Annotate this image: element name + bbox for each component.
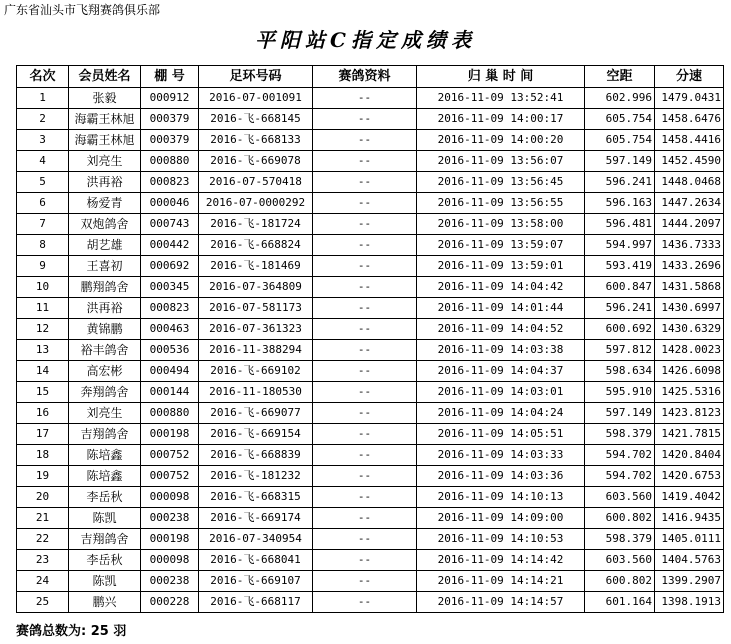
info-cell: -- [313, 529, 417, 550]
member-cell: 鹏翔鸽舍 [69, 277, 141, 298]
member-cell: 李岳秋 [69, 487, 141, 508]
distance-cell: 596.481 [585, 214, 655, 235]
distance-cell: 605.754 [585, 109, 655, 130]
info-cell: -- [313, 466, 417, 487]
distance-cell: 598.379 [585, 424, 655, 445]
table-row [17, 109, 724, 130]
arrival-cell: 2016-11-09 14:03:01 [417, 382, 585, 403]
member-cell: 陈凯 [69, 508, 141, 529]
table-row [17, 403, 724, 424]
speed-cell: 1479.0431 [655, 88, 724, 109]
speed-cell: 1419.4042 [655, 487, 724, 508]
distance-cell: 596.241 [585, 298, 655, 319]
member-cell: 胡艺雄 [69, 235, 141, 256]
loft-cell: 000345 [141, 277, 199, 298]
loft-cell: 000823 [141, 298, 199, 319]
rank-cell: 23 [17, 550, 69, 571]
arrival-cell: 2016-11-09 14:03:33 [417, 445, 585, 466]
ring-cell: 2016-飞-668041 [199, 550, 313, 571]
col-loft-header: 棚 号 [141, 66, 199, 88]
rank-cell: 7 [17, 214, 69, 235]
total-count: 赛鸽总数为: 25 羽 [16, 624, 127, 639]
speed-cell: 1428.0023 [655, 340, 724, 361]
member-cell: 裕丰鸽舍 [69, 340, 141, 361]
rank-cell: 1 [17, 88, 69, 109]
info-cell: -- [313, 382, 417, 403]
loft-cell: 000379 [141, 130, 199, 151]
arrival-cell: 2016-11-09 14:03:38 [417, 340, 585, 361]
rank-cell: 22 [17, 529, 69, 550]
table-row [17, 235, 724, 256]
arrival-cell: 2016-11-09 14:04:42 [417, 277, 585, 298]
speed-cell: 1416.9435 [655, 508, 724, 529]
info-cell: -- [313, 361, 417, 382]
table-row [17, 298, 724, 319]
speed-cell: 1448.0468 [655, 172, 724, 193]
member-cell: 吉翔鸽舍 [69, 424, 141, 445]
arrival-cell: 2016-11-09 13:52:41 [417, 88, 585, 109]
arrival-cell: 2016-11-09 14:04:52 [417, 319, 585, 340]
arrival-cell: 2016-11-09 13:59:01 [417, 256, 585, 277]
rank-cell: 8 [17, 235, 69, 256]
arrival-cell: 2016-11-09 14:01:44 [417, 298, 585, 319]
table-row [17, 592, 724, 613]
distance-cell: 594.702 [585, 445, 655, 466]
loft-cell: 000228 [141, 592, 199, 613]
rank-cell: 10 [17, 277, 69, 298]
loft-cell: 000198 [141, 424, 199, 445]
arrival-cell: 2016-11-09 14:10:13 [417, 487, 585, 508]
member-cell: 海霸王林旭 [69, 109, 141, 130]
rank-cell: 17 [17, 424, 69, 445]
rank-cell: 9 [17, 256, 69, 277]
speed-cell: 1433.2696 [655, 256, 724, 277]
distance-cell: 597.149 [585, 403, 655, 424]
info-cell: -- [313, 109, 417, 130]
arrival-cell: 2016-11-09 14:14:42 [417, 550, 585, 571]
ring-cell: 2016-飞-668117 [199, 592, 313, 613]
col-arrival-header: 归 巢 时 间 [417, 66, 585, 88]
member-cell: 刘亮生 [69, 403, 141, 424]
member-cell: 洪再裕 [69, 298, 141, 319]
table-row [17, 340, 724, 361]
distance-cell: 598.379 [585, 529, 655, 550]
member-cell: 李岳秋 [69, 550, 141, 571]
table-row [17, 88, 724, 109]
speed-cell: 1421.7815 [655, 424, 724, 445]
arrival-cell: 2016-11-09 13:58:00 [417, 214, 585, 235]
speed-cell: 1436.7333 [655, 235, 724, 256]
distance-cell: 602.996 [585, 88, 655, 109]
loft-cell: 000692 [141, 256, 199, 277]
ring-cell: 2016-11-180530 [199, 382, 313, 403]
table-row [17, 256, 724, 277]
member-cell: 鹏兴 [69, 592, 141, 613]
ring-cell: 2016-飞-668133 [199, 130, 313, 151]
speed-cell: 1458.4416 [655, 130, 724, 151]
info-cell: -- [313, 88, 417, 109]
speed-cell: 1425.5316 [655, 382, 724, 403]
info-cell: -- [313, 592, 417, 613]
distance-cell: 595.910 [585, 382, 655, 403]
member-cell: 陈凯 [69, 571, 141, 592]
member-cell: 王喜初 [69, 256, 141, 277]
ring-cell: 2016-飞-669102 [199, 361, 313, 382]
table-row [17, 487, 724, 508]
ring-cell: 2016-飞-669174 [199, 508, 313, 529]
speed-cell: 1452.4590 [655, 151, 724, 172]
table-row [17, 361, 724, 382]
member-cell: 吉翔鸽舍 [69, 529, 141, 550]
info-cell: -- [313, 508, 417, 529]
loft-cell: 000238 [141, 508, 199, 529]
arrival-cell: 2016-11-09 14:14:21 [417, 571, 585, 592]
info-cell: -- [313, 235, 417, 256]
loft-cell: 000144 [141, 382, 199, 403]
rank-cell: 2 [17, 109, 69, 130]
table-row [17, 466, 724, 487]
distance-cell: 601.164 [585, 592, 655, 613]
arrival-cell: 2016-11-09 13:56:45 [417, 172, 585, 193]
table-row [17, 319, 724, 340]
loft-cell: 000379 [141, 109, 199, 130]
table-row [17, 424, 724, 445]
table-row [17, 193, 724, 214]
rank-cell: 20 [17, 487, 69, 508]
arrival-cell: 2016-11-09 13:59:07 [417, 235, 585, 256]
distance-cell: 597.812 [585, 340, 655, 361]
loft-cell: 000880 [141, 403, 199, 424]
rank-cell: 25 [17, 592, 69, 613]
ring-cell: 2016-飞-668824 [199, 235, 313, 256]
table-row [17, 277, 724, 298]
rank-cell: 19 [17, 466, 69, 487]
loft-cell: 000494 [141, 361, 199, 382]
info-cell: -- [313, 298, 417, 319]
rank-cell: 24 [17, 571, 69, 592]
distance-cell: 600.847 [585, 277, 655, 298]
rank-cell: 4 [17, 151, 69, 172]
info-cell: -- [313, 151, 417, 172]
rank-cell: 3 [17, 130, 69, 151]
arrival-cell: 2016-11-09 14:00:17 [417, 109, 585, 130]
table-row [17, 508, 724, 529]
info-cell: -- [313, 172, 417, 193]
ring-cell: 2016-07-364809 [199, 277, 313, 298]
distance-cell: 594.997 [585, 235, 655, 256]
rank-cell: 14 [17, 361, 69, 382]
speed-cell: 1420.6753 [655, 466, 724, 487]
arrival-cell: 2016-11-09 14:05:51 [417, 424, 585, 445]
distance-cell: 597.149 [585, 151, 655, 172]
arrival-cell: 2016-11-09 13:56:55 [417, 193, 585, 214]
member-cell: 洪再裕 [69, 172, 141, 193]
ring-cell: 2016-飞-668145 [199, 109, 313, 130]
arrival-cell: 2016-11-09 14:10:53 [417, 529, 585, 550]
header-row [17, 66, 724, 88]
results-table [16, 65, 724, 613]
info-cell: -- [313, 277, 417, 298]
club-name: 广东省汕头市飞翔赛鸽俱乐部 [4, 3, 161, 17]
info-cell: -- [313, 214, 417, 235]
rank-cell: 5 [17, 172, 69, 193]
info-cell: -- [313, 571, 417, 592]
ring-cell: 2016-07-361323 [199, 319, 313, 340]
table-row [17, 382, 724, 403]
speed-cell: 1420.8404 [655, 445, 724, 466]
table-row [17, 172, 724, 193]
rank-cell: 11 [17, 298, 69, 319]
speed-cell: 1430.6329 [655, 319, 724, 340]
info-cell: -- [313, 319, 417, 340]
table-row [17, 445, 724, 466]
speed-cell: 1431.5868 [655, 277, 724, 298]
rank-cell: 13 [17, 340, 69, 361]
ring-cell: 2016-07-0000292 [199, 193, 313, 214]
rank-cell: 21 [17, 508, 69, 529]
member-cell: 双炮鸽舍 [69, 214, 141, 235]
arrival-cell: 2016-11-09 14:00:20 [417, 130, 585, 151]
distance-cell: 605.754 [585, 130, 655, 151]
loft-cell: 000743 [141, 214, 199, 235]
speed-cell: 1399.2907 [655, 571, 724, 592]
loft-cell: 000463 [141, 319, 199, 340]
info-cell: -- [313, 130, 417, 151]
ring-cell: 2016-飞-669077 [199, 403, 313, 424]
info-cell: -- [313, 550, 417, 571]
member-cell: 张毅 [69, 88, 141, 109]
col-member-header: 会员姓名 [69, 66, 141, 88]
arrival-cell: 2016-11-09 14:04:24 [417, 403, 585, 424]
ring-cell: 2016-飞-668839 [199, 445, 313, 466]
table-row [17, 571, 724, 592]
loft-cell: 000536 [141, 340, 199, 361]
speed-cell: 1430.6997 [655, 298, 724, 319]
rank-cell: 12 [17, 319, 69, 340]
table-row [17, 529, 724, 550]
ring-cell: 2016-飞-669154 [199, 424, 313, 445]
arrival-cell: 2016-11-09 14:09:00 [417, 508, 585, 529]
arrival-cell: 2016-11-09 14:03:36 [417, 466, 585, 487]
info-cell: -- [313, 403, 417, 424]
loft-cell: 000752 [141, 466, 199, 487]
col-ring-header: 足环号码 [199, 66, 313, 88]
table-row [17, 214, 724, 235]
ring-cell: 2016-飞-668315 [199, 487, 313, 508]
info-cell: -- [313, 193, 417, 214]
loft-cell: 000098 [141, 550, 199, 571]
member-cell: 黄锦鹏 [69, 319, 141, 340]
rank-cell: 15 [17, 382, 69, 403]
rank-cell: 18 [17, 445, 69, 466]
ring-cell: 2016-飞-669107 [199, 571, 313, 592]
ring-cell: 2016-飞-181232 [199, 466, 313, 487]
member-cell: 陈培鑫 [69, 466, 141, 487]
loft-cell: 000046 [141, 193, 199, 214]
report-title: 平阳站C指定成绩表 [255, 28, 476, 52]
col-distance-header: 空距 [585, 66, 655, 88]
arrival-cell: 2016-11-09 14:04:37 [417, 361, 585, 382]
loft-cell: 000752 [141, 445, 199, 466]
member-cell: 海霸王林旭 [69, 130, 141, 151]
distance-cell: 596.163 [585, 193, 655, 214]
loft-cell: 000912 [141, 88, 199, 109]
loft-cell: 000098 [141, 487, 199, 508]
loft-cell: 000198 [141, 529, 199, 550]
ring-cell: 2016-07-570418 [199, 172, 313, 193]
loft-cell: 000442 [141, 235, 199, 256]
table-row [17, 151, 724, 172]
info-cell: -- [313, 424, 417, 445]
distance-cell: 596.241 [585, 172, 655, 193]
distance-cell: 600.802 [585, 571, 655, 592]
member-cell: 奔翔鸽舍 [69, 382, 141, 403]
ring-cell: 2016-飞-181469 [199, 256, 313, 277]
speed-cell: 1398.1913 [655, 592, 724, 613]
table-row [17, 550, 724, 571]
distance-cell: 603.560 [585, 550, 655, 571]
ring-cell: 2016-飞-669078 [199, 151, 313, 172]
rank-cell: 16 [17, 403, 69, 424]
distance-cell: 598.634 [585, 361, 655, 382]
speed-cell: 1405.0111 [655, 529, 724, 550]
member-cell: 刘亮生 [69, 151, 141, 172]
distance-cell: 593.419 [585, 256, 655, 277]
loft-cell: 000880 [141, 151, 199, 172]
speed-cell: 1444.2097 [655, 214, 724, 235]
col-info-header: 赛鸽资料 [313, 66, 417, 88]
table-row [17, 130, 724, 151]
loft-cell: 000823 [141, 172, 199, 193]
distance-cell: 600.802 [585, 508, 655, 529]
col-rank-header: 名次 [17, 66, 69, 88]
rank-cell: 6 [17, 193, 69, 214]
info-cell: -- [313, 256, 417, 277]
member-cell: 陈培鑫 [69, 445, 141, 466]
loft-cell: 000238 [141, 571, 199, 592]
speed-cell: 1426.6098 [655, 361, 724, 382]
ring-cell: 2016-07-581173 [199, 298, 313, 319]
ring-cell: 2016-11-388294 [199, 340, 313, 361]
arrival-cell: 2016-11-09 14:14:57 [417, 592, 585, 613]
ring-cell: 2016-07-001091 [199, 88, 313, 109]
speed-cell: 1447.2634 [655, 193, 724, 214]
distance-cell: 603.560 [585, 487, 655, 508]
info-cell: -- [313, 445, 417, 466]
member-cell: 杨爱青 [69, 193, 141, 214]
distance-cell: 594.702 [585, 466, 655, 487]
speed-cell: 1423.8123 [655, 403, 724, 424]
distance-cell: 600.692 [585, 319, 655, 340]
speed-cell: 1404.5763 [655, 550, 724, 571]
info-cell: -- [313, 340, 417, 361]
col-speed-header: 分速 [655, 66, 724, 88]
ring-cell: 2016-飞-181724 [199, 214, 313, 235]
info-cell: -- [313, 487, 417, 508]
arrival-cell: 2016-11-09 13:56:07 [417, 151, 585, 172]
ring-cell: 2016-07-340954 [199, 529, 313, 550]
speed-cell: 1458.6476 [655, 109, 724, 130]
member-cell: 高宏彬 [69, 361, 141, 382]
